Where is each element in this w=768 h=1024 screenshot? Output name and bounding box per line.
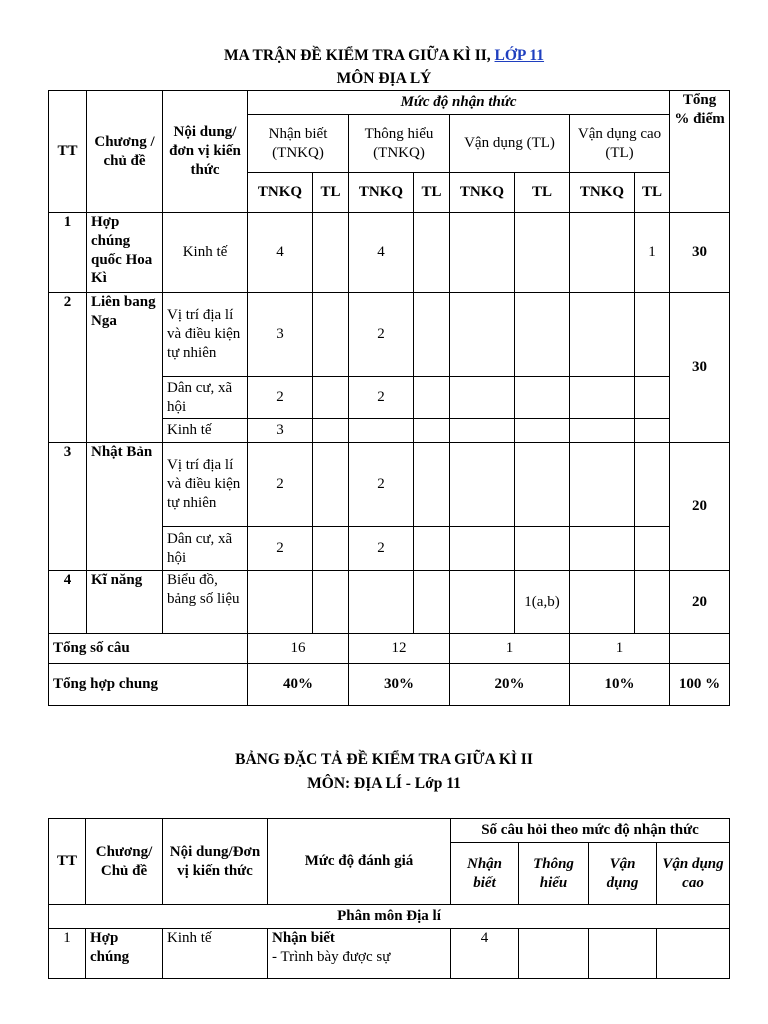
cell-nb-tnkq: 4 [248, 213, 313, 293]
cell-nb-tnkq: 3 [248, 293, 313, 377]
cell-empty [515, 443, 570, 527]
cell-empty [349, 419, 414, 443]
cell-empty [515, 419, 570, 443]
cell-empty [570, 377, 635, 419]
cell-empty [657, 929, 730, 979]
spec-assess-heading: Nhận biết [272, 930, 335, 946]
cell-empty [313, 443, 349, 527]
overall-p3: 20% [450, 664, 570, 706]
cell-th-tnkq: 2 [349, 443, 414, 527]
cell-empty [450, 571, 515, 634]
cell-empty [450, 213, 515, 293]
header-total: Tổng % điểm [670, 91, 730, 213]
cell-nb-tnkq: 2 [248, 377, 313, 419]
header-tnkq-1: TNKQ [248, 173, 313, 213]
cell-empty [450, 293, 515, 377]
spec-cell-nb: 4 [451, 929, 519, 979]
header-tl-3: TL [515, 173, 570, 213]
cell-empty [450, 443, 515, 527]
cell-empty [570, 293, 635, 377]
row-tt: 3 [49, 443, 87, 571]
sum-vd: 1 [450, 634, 570, 664]
cell-empty [313, 293, 349, 377]
spec-header-van-dung: Vận dụng [589, 843, 657, 905]
spec-section-title: Phân môn Địa lí [49, 905, 730, 929]
overall-p4: 10% [570, 664, 670, 706]
header-tl-4: TL [635, 173, 670, 213]
header-van-dung: Vận dụng (TL) [450, 115, 570, 173]
row-chapter: Hợp chúng quốc Hoa Kì [87, 213, 163, 293]
cell-empty [414, 213, 450, 293]
row-total: 30 [670, 213, 730, 293]
cell-empty [635, 527, 670, 571]
table-row [49, 571, 730, 634]
cell-empty [414, 571, 450, 634]
cell-empty [313, 213, 349, 293]
spec-row-tt: 1 [49, 929, 86, 979]
spec-title: BẢNG ĐẶC TẢ ĐỀ KIỂM TRA GIỮA KÌ II [235, 751, 533, 768]
cell-empty [570, 419, 635, 443]
cell-empty [635, 377, 670, 419]
header-tnkq-3: TNKQ [450, 173, 515, 213]
cell-empty [519, 929, 589, 979]
cell-empty [570, 527, 635, 571]
row-content: Kinh tế [163, 213, 248, 293]
cell-th-tnkq: 4 [349, 213, 414, 293]
header-chapter: Chương / chủ đề [87, 91, 163, 213]
cell-empty [450, 377, 515, 419]
row-chapter: Kĩ năng [87, 571, 163, 634]
cell-empty [635, 571, 670, 634]
cell-th-tnkq: 2 [349, 527, 414, 571]
matrix-title-text: MA TRẬN ĐỀ KIỂM TRA GIỮA KÌ II, [223, 47, 491, 64]
cell-vdc-tl: 1 [635, 213, 670, 293]
cell-empty [570, 571, 635, 634]
header-tl-2: TL [414, 173, 450, 213]
header-tl-1: TL [313, 173, 349, 213]
cell-empty [515, 527, 570, 571]
cell-empty [248, 571, 313, 634]
table-row [49, 443, 730, 527]
cell-empty [414, 419, 450, 443]
row-content: Dân cư, xã hội [163, 377, 248, 419]
header-tt: TT [49, 91, 87, 213]
spec-header-thong-hieu: Thông hiểu [519, 843, 589, 905]
header-tnkq-2: TNKQ [349, 173, 414, 213]
spec-header-assess: Mức độ đánh giá [268, 819, 451, 905]
header-tnkq-4: TNKQ [570, 173, 635, 213]
cell-empty [515, 377, 570, 419]
spec-header-nhan-biet: Nhận biết [451, 843, 519, 905]
row-chapter: Nhật Bản [87, 443, 163, 571]
spec-header-tt: TT [49, 819, 86, 905]
cell-empty [570, 213, 635, 293]
table-row [49, 293, 730, 377]
cell-empty [414, 377, 450, 419]
cell-nb-tnkq: 3 [248, 419, 313, 443]
cell-th-tnkq: 2 [349, 293, 414, 377]
cell-empty [313, 377, 349, 419]
cell-empty [515, 213, 570, 293]
sum-label: Tổng số câu [49, 634, 248, 664]
row-tt: 1 [49, 213, 87, 293]
matrix-title [0, 47, 768, 65]
matrix-table [48, 90, 730, 706]
spec-row-chapter: Hợp chúng [86, 929, 163, 979]
row-tt: 2 [49, 293, 87, 443]
overall-label: Tổng hợp chung [49, 664, 248, 706]
cell-empty [515, 293, 570, 377]
header-content: Nội dung/đơn vị kiến thức [163, 91, 248, 213]
sum-nb: 16 [248, 634, 349, 664]
spec-row-content: Kinh tế [163, 929, 268, 979]
row-total: 20 [670, 571, 730, 634]
cell-vd-tl: 1(a,b) [515, 571, 570, 634]
header-nhan-biet: Nhận biết (TNKQ) [248, 115, 349, 173]
cell-empty [313, 571, 349, 634]
cell-th-tnkq: 2 [349, 377, 414, 419]
cell-empty [349, 571, 414, 634]
cell-nb-tnkq: 2 [248, 527, 313, 571]
cell-empty [635, 293, 670, 377]
sum-vdc: 1 [570, 634, 670, 664]
header-thong-hieu: Thông hiểu (TNKQ) [349, 115, 450, 173]
spec-table [48, 818, 730, 979]
spec-header-chapter: Chương/ Chủ đề [86, 819, 163, 905]
cell-empty [570, 443, 635, 527]
spec-header-content: Nội dung/Đơn vị kiến thức [163, 819, 268, 905]
cell-empty [450, 527, 515, 571]
table-row [49, 213, 730, 293]
cell-empty [414, 443, 450, 527]
overall-total: 100 % [670, 664, 730, 706]
cell-empty [670, 634, 730, 664]
sum-th: 12 [349, 634, 450, 664]
header-level-group: Mức độ nhận thức [248, 91, 670, 115]
cell-empty [635, 443, 670, 527]
cell-nb-tnkq: 2 [248, 443, 313, 527]
spec-header-van-dung-cao: Vận dụng cao [657, 843, 730, 905]
matrix-subtitle: MÔN ĐỊA LÝ [336, 70, 432, 87]
cell-empty [589, 929, 657, 979]
cell-empty [414, 293, 450, 377]
cell-empty [313, 527, 349, 571]
grade-link[interactable]: LỚP 11 [494, 47, 545, 64]
row-total: 20 [670, 443, 730, 571]
row-content: Biểu đồ, bảng số liệu [163, 571, 248, 634]
row-total: 30 [670, 293, 730, 443]
row-content: Vị trí địa lí và điều kiện tự nhiên [163, 443, 248, 527]
spec-header-group: Số câu hỏi theo mức độ nhận thức [451, 819, 730, 843]
row-content: Kinh tế [163, 419, 248, 443]
row-content: Vị trí địa lí và điều kiện tự nhiên [163, 293, 248, 377]
cell-empty [313, 419, 349, 443]
overall-row [49, 664, 730, 706]
overall-p2: 30% [349, 664, 450, 706]
sum-row [49, 634, 730, 664]
spec-assess-text: - Trình bày được sự [272, 948, 391, 965]
cell-empty [450, 419, 515, 443]
table-row [49, 929, 730, 979]
row-content: Dân cư, xã hội [163, 527, 248, 571]
spec-subtitle: MÔN: ĐỊA LÍ - Lớp 11 [307, 775, 461, 792]
header-van-dung-cao: Vận dụng cao (TL) [570, 115, 670, 173]
overall-p1: 40% [248, 664, 349, 706]
row-chapter: Liên bang Nga [87, 293, 163, 443]
cell-empty [635, 419, 670, 443]
cell-empty [414, 527, 450, 571]
row-tt: 4 [49, 571, 87, 634]
spec-row-assess [268, 929, 451, 979]
